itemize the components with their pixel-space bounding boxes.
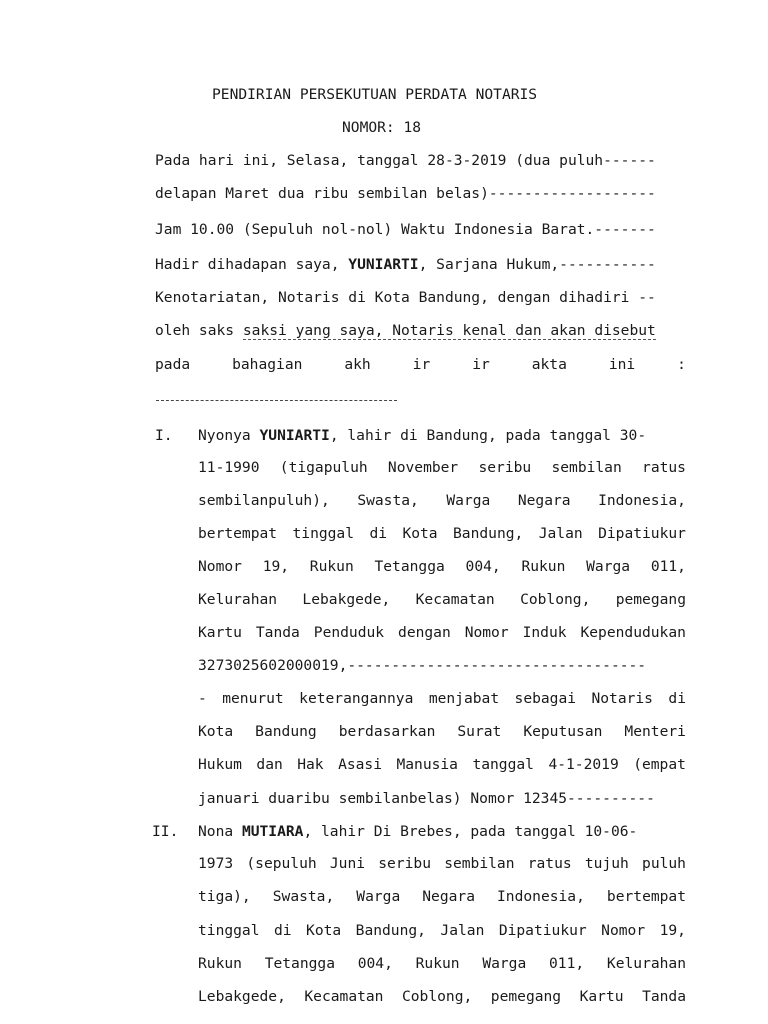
intro-line (155, 356, 686, 373)
intro-line (155, 322, 656, 339)
word: Swasta, (272, 888, 335, 905)
appearer-name: YUNIARTI (259, 427, 330, 444)
word: Indonesia, (497, 888, 585, 905)
word: Menteri (624, 723, 686, 740)
text-run: Hadir dihadapan saya, (155, 256, 349, 273)
word: Rukun (309, 558, 354, 575)
word: Kartu (198, 624, 242, 641)
word: Bandung, (355, 922, 426, 939)
word: Kota (198, 723, 234, 740)
word: Kartu (579, 988, 624, 1005)
word: Kelurahan (606, 955, 686, 972)
document-number: NOMOR: 18 (342, 119, 422, 136)
word: Rukun (521, 558, 566, 575)
word: Negara (517, 492, 571, 509)
word: 19, (659, 922, 686, 939)
word: sebagai (514, 690, 577, 707)
word: ini (608, 356, 636, 373)
word: Swasta, (357, 492, 419, 509)
word: tiga), (198, 888, 251, 905)
word: seribu (478, 459, 532, 476)
word: dan (256, 756, 283, 773)
word: tanggal (472, 756, 534, 773)
word: Warga (586, 558, 631, 575)
word: bertempat (198, 525, 278, 542)
word: 011, (650, 558, 686, 575)
word: puluh (642, 855, 686, 872)
item-number: I. (155, 427, 173, 444)
item-line (198, 988, 686, 1005)
word: Nomor (464, 624, 509, 641)
word: Tetangga (264, 955, 335, 972)
word: sembilan (551, 459, 622, 476)
word: Tanda (255, 624, 300, 641)
word: pemegang (490, 988, 562, 1005)
item-line (198, 855, 686, 872)
item-line (198, 823, 637, 840)
word: Rukun (198, 955, 242, 972)
word: dengan (398, 624, 451, 641)
word: bertempat (606, 888, 686, 905)
intro-line: delapan Maret dua ribu sembilan belas)------------------- (155, 185, 656, 202)
underlined-text: saksi yang saya, Notaris kenal dan akan disebut (242, 322, 656, 339)
item-line (198, 558, 686, 575)
intro-line: Jam 10.00 (Sepuluh nol-nol) Waktu Indonesia Barat.------- (155, 221, 656, 238)
separator-line (156, 400, 397, 401)
word: tujuh (584, 855, 629, 872)
word: keterangannya (299, 690, 414, 707)
item-line (198, 624, 686, 641)
word: akh (344, 356, 371, 373)
word: sembilanpuluh), (198, 492, 330, 509)
word: seribu (378, 855, 431, 872)
word: pada (155, 356, 191, 373)
word: Nomor (601, 922, 646, 939)
word: (tigapuluh (279, 459, 368, 476)
word: di (273, 922, 292, 939)
word: Negara (422, 888, 475, 905)
word: : (677, 356, 686, 373)
word: pemegang (615, 591, 686, 608)
word: 19, (262, 558, 290, 575)
item-line (198, 525, 686, 542)
word: Kota (402, 525, 438, 542)
word: Tetangga (374, 558, 445, 575)
item-line (198, 492, 686, 509)
word: Kecamatan (304, 988, 384, 1005)
item-line (198, 922, 686, 939)
notary-name: YUNIARTI (348, 256, 419, 273)
word: di (369, 525, 388, 542)
word: sembilan (444, 855, 515, 872)
word: Asasi (338, 756, 382, 773)
word: - (198, 690, 207, 707)
item-line (198, 690, 686, 707)
document-title: PENDIRIAN PERSEKUTUAN PERDATA NOTARIS (212, 86, 538, 103)
word: Kelurahan (198, 591, 278, 608)
word: Surat (457, 723, 502, 740)
word: Notaris (591, 690, 653, 707)
intro-line: Pada hari ini, Selasa, tanggal 28-3-2019 (dua puluh------ (155, 152, 656, 169)
word: Tanda (642, 988, 686, 1005)
word: 004, (465, 558, 501, 575)
word: Kependudukan (580, 624, 686, 641)
word: Jalan (538, 525, 583, 542)
intro-line (155, 256, 656, 273)
word: Nomor (198, 558, 242, 575)
word: ratus (642, 459, 686, 476)
item-line (198, 723, 686, 740)
word: Warga (482, 955, 527, 972)
word: tinggal (198, 922, 260, 939)
word: Induk (522, 624, 567, 641)
word: Coblong, (401, 988, 473, 1005)
word: (empat (633, 756, 686, 773)
item-line (198, 756, 686, 773)
text-run: oleh saks (155, 322, 243, 339)
word: ratus (527, 855, 572, 872)
intro-line: Kenotariatan, Notaris di Kota Bandung, dengan dihadiri -- (155, 289, 656, 306)
word: Dipatiukur (598, 525, 686, 542)
word: berdasarkan (338, 723, 436, 740)
word: Jalan (440, 922, 485, 939)
word: Lebakgede, (302, 591, 391, 608)
item-line (198, 459, 686, 476)
word: 1973 (198, 855, 234, 872)
item-line: januari duaribu sembilanbelas) Nomor 12345---------- (198, 790, 655, 807)
word: Rukun (415, 955, 460, 972)
word: 11-1990 (198, 459, 260, 476)
word: Coblong, (520, 591, 591, 608)
item-number: II. (152, 823, 179, 840)
word: di (668, 690, 686, 707)
word: Warga (356, 888, 401, 905)
word: Bandung (255, 723, 317, 740)
word: ir (472, 356, 490, 373)
text-run: Nona (198, 823, 242, 840)
word: Kota (306, 922, 342, 939)
item-line (198, 888, 686, 905)
word: menurut (222, 690, 284, 707)
word: Keputusan (523, 723, 603, 740)
word: tinggal (292, 525, 355, 542)
word: Warga (446, 492, 491, 509)
word: Kecamatan (415, 591, 495, 608)
word: Indonesia, (598, 492, 686, 509)
item-line (198, 955, 686, 972)
word: Hukum (198, 756, 242, 773)
word: 004, (357, 955, 393, 972)
word: November (387, 459, 459, 476)
text-run: , lahir Di Brebes, pada tanggal 10-06- (303, 823, 638, 840)
word: bahagian (232, 356, 303, 373)
appearer-name: MUTIARA (241, 823, 304, 840)
word: 4-1-2019 (548, 756, 619, 773)
word: Hak (297, 756, 324, 773)
word: 011, (549, 955, 585, 972)
word: Penduduk (313, 624, 385, 641)
word: (sepuluh (246, 855, 317, 872)
word: Juni (329, 855, 366, 872)
word: Bandung, (453, 525, 524, 542)
word: menjabat (428, 690, 500, 707)
item-line: 3273025602000019,---------------------------------- (198, 657, 647, 674)
text-run: Nyonya (198, 427, 260, 444)
text-run: , Sarjana Hukum,----------- (418, 256, 656, 273)
text-run: , lahir di Bandung, pada tanggal 30- (329, 427, 647, 444)
word: akta (531, 356, 567, 373)
word: Lebakgede, (198, 988, 286, 1005)
item-line (198, 427, 646, 444)
word: Manusia (396, 756, 458, 773)
word: Dipatiukur (498, 922, 587, 939)
word: ir (412, 356, 431, 373)
item-line (198, 591, 686, 608)
